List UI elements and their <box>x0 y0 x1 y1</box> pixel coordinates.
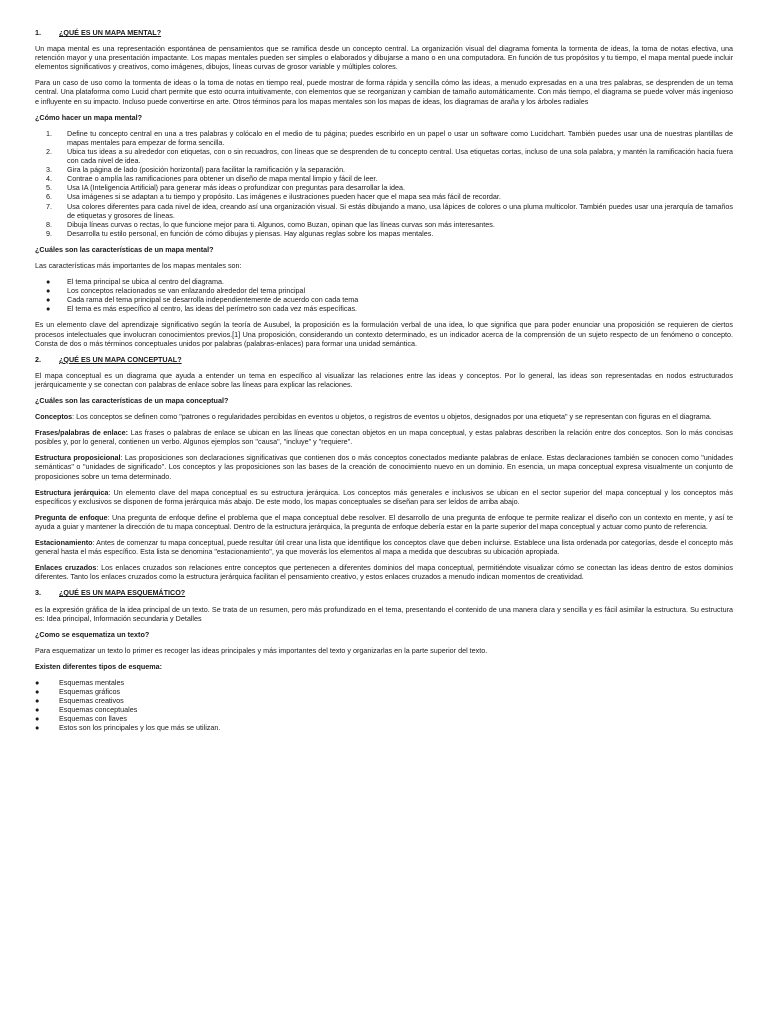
list-item <box>35 723 733 732</box>
section-2-heading <box>35 355 733 364</box>
list-number: 8. <box>46 219 52 229</box>
list-item <box>35 304 733 313</box>
mind-map-usage-paragraph: Para un caso de uso como la tormenta de ideas o la toma de notas en tiempo real, puede mostrar de forma rápida y sencilla cómo las ideas, a menudo expresadas en a una tres palabras, se desprenden de un tema central. Una plataforma como Lucid chart permite que esto ocurra intuitivamente, con elementos que se reorganizan y cambian de tamaño automáticamente. Con más tiempo, el diagrama se puede volver más ingenioso e influyente en su impacto. Incluso puede convertirse en arte. Otros términos para los mapas mentales son los mapas de ideas, los diagramas de araña y los árboles radiales <box>35 78 733 106</box>
bullet-icon: ● <box>35 705 40 715</box>
list-number: 5. <box>46 183 52 193</box>
list-item-text: Desarrolla tu estilo personal, en función de cómo dibujas y piensas. Hay algunas reglas sobre los mapas mentales. <box>67 228 434 238</box>
mind-map-characteristics-heading: ¿Cuáles son las características de un mapa mental? <box>35 244 214 254</box>
bullet-icon: ● <box>35 677 40 687</box>
list-item-text: Usa colores diferentes para cada nivel de idea, creando así una organización visual. Si estás dibujando a mano, usa lápices de colores o una pluma multicolor. También puedes usar una jerarquía de tamaños de etiquetas y grosores de líneas. <box>67 201 733 220</box>
list-number: 3. <box>46 165 52 175</box>
bullet-icon: ● <box>35 696 40 706</box>
bullet-icon: ● <box>46 286 51 296</box>
section-2-number: 2. <box>35 354 41 364</box>
term-label: Conceptos <box>35 412 73 422</box>
list-item-text: Esquemas gráficos <box>59 687 121 697</box>
list-item <box>35 705 733 714</box>
proposition-paragraph: Es un elemento clave del aprendizaje significativo según la teoría de Ausubel, la proposición es la formulación verbal de una idea, lo que significa que para poder enunciar una proposición se requieren de ciertos procesos intelectuales que involucran conocimientos previos.[1] Una proposición, considerando un contexto determinado, es un indicador acerca de la comprensión de un sujeto respecto de un fenómeno o concepto. Consta de dos o más términos conceptuales unidos por palabras (palabras-enlaces) para formar una unidad semántica. <box>35 320 733 348</box>
list-item-text: Estos son los principales y los que más se utilizan. <box>59 723 221 733</box>
schema-types-heading: Existen diferentes tipos de esquema: <box>35 661 163 671</box>
how-to-mind-map-heading: ¿Cómo hacer un mapa mental? <box>35 112 143 122</box>
list-item-text: Cada rama del tema principal se desarrolla independientemente de acuerdo con cada tema <box>67 295 359 305</box>
section-3-heading <box>35 588 733 597</box>
schematize-paragraph: Para esquematizar un texto lo primer es recoger las ideas principales y más importantes del texto y organizarlas en la parte superior del texto. <box>35 645 488 655</box>
list-item-text: Gira la página de lado (posición horizontal) para facilitar la ramificación y la separación. <box>67 165 346 175</box>
mind-map-intro-paragraph: Un mapa mental es una representación espontánea de pensamientos que se ramifica desde un concepto central. La organización visual del diagrama fomenta la tormenta de ideas, la toma de notas efectiva, una retención mayor y una presentación impactante. Los mapas mentales pueden ser simples o elaborados y dibujarse a mano o en una computadora. En función de tus propósitos y tu tiempo, el mapa mental puede incluir elementos significativos y creativos, como imágenes, dibujos, líneas curvas de grosor variable y múltiples colores. <box>35 44 733 72</box>
term-paragraph <box>35 513 733 531</box>
concept-map-characteristics-heading: ¿Cuáles son las características de un mapa conceptual? <box>35 396 229 405</box>
list-number: 4. <box>46 174 52 184</box>
list-item-text: Contrae o amplía las ramificaciones para obtener un diseño de mapa mental limpio y fácil de leer. <box>67 174 378 184</box>
list-item <box>35 229 733 238</box>
list-item <box>35 183 733 192</box>
term-paragraph <box>35 563 733 581</box>
term-paragraph <box>35 453 733 480</box>
term-definition: : Antes de comenzar tu mapa conceptual, puede resultar útil crear una lista que identifique los conceptos clave que deben incluirse. Establece una lista ordenada por categorías, desde el concepto más general hasta el más específico. Esta lista se denomina "estacionamiento", ya que moverás los elementos al mapa a medida que descubras su ubicación apropiada. <box>35 538 733 557</box>
list-item-text: Esquemas con llaves <box>59 714 127 724</box>
list-number: 2. <box>46 146 52 156</box>
term-label: Frases/palabras de enlace: <box>35 428 129 438</box>
list-number: 6. <box>46 192 52 202</box>
term-label: Enlaces cruzados <box>35 563 97 573</box>
term-definition: : Los enlaces cruzados son relaciones entre conceptos que pertenecen a diferentes dominios del mapa conceptual, permitiéndote visualizar cómo se conectan las ideas dentro de estos dominios diferentes. Tanto los enlaces cruzados como la estructura jerárquica facilitan el pensamiento creativo, y estos enlaces cruzados a menudo indican momentos de creatividad. <box>35 563 733 582</box>
list-item <box>35 277 733 286</box>
list-number: 9. <box>46 228 52 238</box>
term-definition: : Un elemento clave del mapa conceptual es su estructura jerárquica. Los conceptos más generales e inclusivos se ubican en el sector superior del mapa conceptual y los conceptos más específicos y exclusivos se disponen de forma jerárquica más abajo. De este modo, los mapas conceptuales se diseñan para ser leídos de arriba abajo. <box>35 487 733 506</box>
bullet-icon: ● <box>35 687 40 697</box>
document-page <box>35 28 733 733</box>
list-item <box>35 165 733 174</box>
list-item-text: El tema principal se ubica al centro del diagrama. <box>67 277 225 287</box>
schematic-map-intro-paragraph: es la expresión gráfica de la idea principal de un texto. Se trata de un resumen, pero más profundizado en el tema, presentando el contenido de una manera clara y sencilla y es fácil asimilar la estructura. Su estructura es: Idea principal, Información secundaria y Detalles <box>35 604 733 623</box>
list-item-text: El tema es más específico al centro, las ideas del perímetro son cada vez más específicas. <box>67 304 358 314</box>
list-item-text: Usa IA (Inteligencia Artificial) para generar más ideas o profundizar con preguntas para desarrollar la idea. <box>67 183 405 193</box>
list-item-text: Define tu concepto central en una a tres palabras y colócalo en el medio de tu página; puedes escribirlo en un papel o usar un software como Lucidchart. También puedes usar una de nuestras plantillas de mapas mentales para empezar de forma sencilla. <box>67 128 733 147</box>
term-label: Estructura jerárquica <box>35 487 109 497</box>
list-item <box>35 687 733 696</box>
list-item <box>35 202 733 220</box>
list-item <box>35 295 733 304</box>
bullet-icon: ● <box>35 714 40 724</box>
bullet-icon: ● <box>35 723 40 733</box>
term-paragraph <box>35 412 733 421</box>
term-paragraph <box>35 428 733 446</box>
list-item <box>35 714 733 723</box>
term-definition: : Las proposiciones son declaraciones significativas que contienen dos o más conceptos conectados mediante palabras de enlace. Estas declaraciones también se conocen como "unidades semánticas" o "unidades de significado". Los conceptos y las proposiciones son las bases de la creación de conocimiento nuevo en un dominio. En esencia, un mapa conceptual expresa visualmente un conjunto de proposiciones sobre un tema determinado. <box>35 453 733 481</box>
section-1-title: ¿QUÉ ES UN MAPA MENTAL? <box>59 28 162 37</box>
concept-map-intro-paragraph: El mapa conceptual es un diagrama que ayuda a entender un tema en específico al visualizar las relaciones entre las ideas y conceptos. Por lo general, las ideas son representadas en nodos estructurados jerárquicamente y se conectan con palabras de enlace sobre las líneas para explicar las relaciones. <box>35 370 733 389</box>
term-definition: Las frases o palabras de enlace se ubican en las líneas que conectan objetos en un mapa conceptual, y estas palabras describen la relación entre dos conceptos. Son lo más concisas posibles y, por lo general, contienen un verbo. Algunos ejemplos son "causa", "incluye" y "requiere". <box>35 428 734 447</box>
list-item <box>35 147 733 165</box>
list-item-text: Esquemas mentales <box>59 677 125 687</box>
term-definition: : Los conceptos se definen como "patrones o regularidades percibidas en eventos u objetos, o registros de eventos u objetos, designados por una etiqueta" y se representan con figuras en el diagrama. <box>72 412 712 422</box>
list-item-text: Ubica tus ideas a su alrededor con etiquetas, con o sin recuadros, con líneas que se desprenden de tu concepto central. Usa etiquetas cortas, incluso de una sola palabra, y mantén la ramificación hacia fuera con cada nivel de idea. <box>67 146 733 166</box>
section-3-title: ¿QUÉ ES UN MAPA ESQUEMÁTICO? <box>59 588 186 598</box>
term-paragraph <box>35 538 733 556</box>
list-item-text: Dibuja líneas curvas o rectas, lo que funcione mejor para ti. Algunos, como Buzan, opinan que las líneas curvas son más interesantes. <box>67 219 495 229</box>
term-label: Estacionamiento <box>35 538 93 548</box>
list-number: 1. <box>46 128 52 138</box>
list-item <box>35 129 733 147</box>
list-item <box>35 192 733 201</box>
section-1-number: 1. <box>35 28 41 37</box>
term-label: Estructura proposicional <box>35 453 121 463</box>
mind-map-characteristics-list <box>35 277 733 313</box>
list-item <box>35 174 733 183</box>
schema-types-list <box>35 678 733 733</box>
bullet-icon: ● <box>46 295 51 305</box>
how-to-schematize-heading: ¿Como se esquematiza un texto? <box>35 629 150 639</box>
list-item-text: Usa imágenes si se adaptan a tu tiempo y propósito. Las imágenes e ilustraciones pueden hacer que el mapa sea más fácil de recordar. <box>67 192 501 202</box>
mind-map-steps-list <box>35 129 733 238</box>
list-item <box>35 696 733 705</box>
section-3-number: 3. <box>35 588 41 598</box>
list-item <box>35 220 733 229</box>
list-item-text: Esquemas conceptuales <box>59 705 138 715</box>
list-item <box>35 678 733 687</box>
list-item-text: Esquemas creativos <box>59 696 124 706</box>
section-1-heading <box>35 28 733 37</box>
term-label: Pregunta de enfoque <box>35 512 108 522</box>
mind-map-characteristics-intro: Las características más importantes de los mapas mentales son: <box>35 260 242 270</box>
list-item-text: Los conceptos relacionados se van enlazando alrededor del tema principal <box>67 286 306 296</box>
bullet-icon: ● <box>46 304 51 314</box>
list-number: 7. <box>46 201 52 211</box>
section-2-title: ¿QUÉ ES UN MAPA CONCEPTUAL? <box>59 354 182 364</box>
bullet-icon: ● <box>46 277 51 287</box>
term-definition: : Una pregunta de enfoque define el problema que el mapa conceptual debe resolver. El desarrollo de una pregunta de enfoque te permite realizar el diseño con un contexto en mente, y así te ayuda a guiar y mantener la dirección de tu mapa conceptual. Dentro de la estructura jerárquica, la pregunta de enfoque debería estar en la parte superior del mapa conceptual y actuar como punto de referencia. <box>35 512 734 531</box>
list-item <box>35 286 733 295</box>
term-paragraph <box>35 488 733 506</box>
